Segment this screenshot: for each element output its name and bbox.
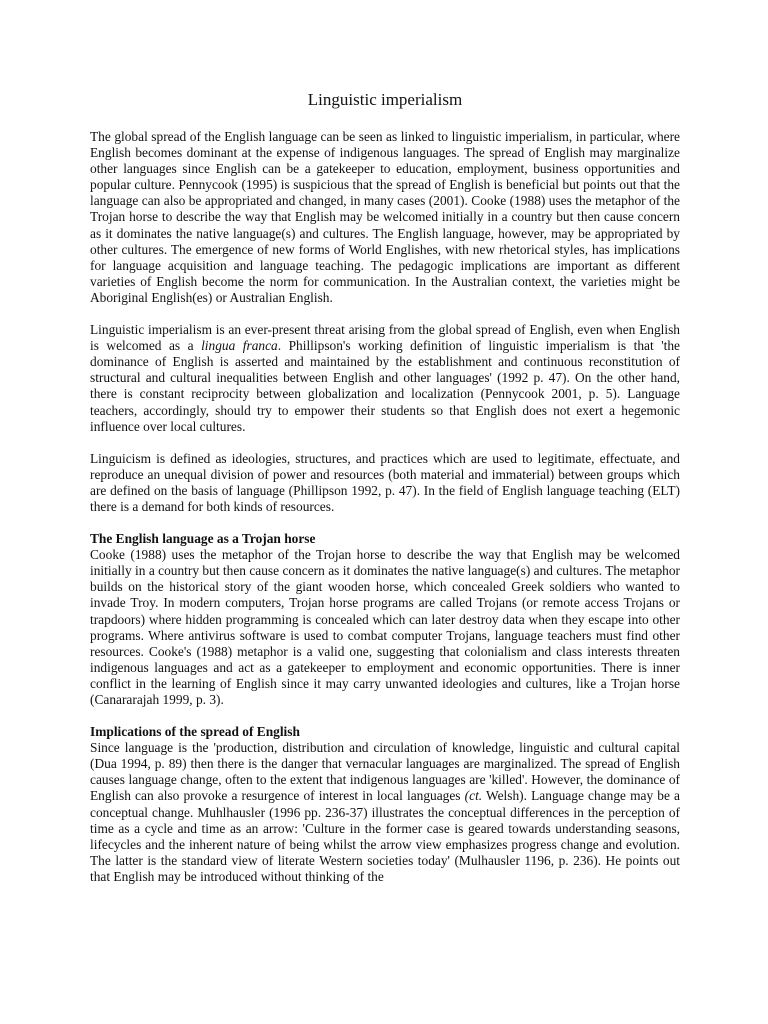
section-heading-implications: Implications of the spread of English [90, 724, 300, 740]
section-trojan-horse [90, 531, 680, 708]
section-body-implications-italic: (ct. [464, 788, 483, 804]
document-title: Linguistic imperialism [307, 90, 463, 109]
paragraph-1: The global spread of the English language can be seen as linked to linguistic imperialism, in particular, where English becomes dominant at the expense of indigenous languages. The spread of English may marginalize other languages since English can be a gatekeeper to education, employment, business opportunities and popular culture. Pennycook (1995) is suspicious that the spread of English is beneficial but points out that the language can also be appropriated and changed, in many cases (2001). Cooke (1988) uses the metaphor of the Trojan horse to describe the way that English may be welcomed initially in a country but then cause concern as it dominates the native language(s) and cultures. The English language, however, may be appropriated by other cultures. The emergence of new forms of World Englishes, with new rhetorical styles, has implications for language acquisition and language teaching. The pedagogic implications are important as different varieties of English become the norm for communication. In the Australian context, the varieties might be Aboriginal English(es) or Australian English. [90, 129, 680, 305]
section-body-trojan-horse: Cooke (1988) uses the metaphor of the Trojan horse to describe the way that English may be welcomed initially in a country but then cause concern as it dominates the native language(s) and cultures. The metaphor builds on the historical story of the giant wooden horse, which concealed Greek soldiers who wanted to invade Troy. In modern computers, Trojan horse programs are called Trojans (or remote access Trojans or trapdoors) where hidden programming is concealed which can later destroy data when they escape into other programs. Where antivirus software is used to combat computer Trojans, language teachers must find other resources. Cooke's (1988) metaphor is a valid one, suggesting that colonialism and class interests threaten indigenous languages and act as a gatekeeper to employment and economic opportunities. There is inner conflict in the learning of English since it may carry unwanted ideologies and cultures, like a Trojan horse (Canararajah 1999, p. 3). [90, 547, 680, 707]
section-body-implications-start: Since language is the 'production, distribution and circulation of knowledge, linguistic and cultural capital (Dua 1994, p. 89) then there is the danger that vernacular languages are marginalized. The spread of English causes language change, often to the extent that indigenous languages are 'killed'. However, the dominance of English can also provoke a resurgence of interest in local languages [90, 740, 680, 804]
document-page [90, 90, 680, 901]
section-implications [90, 724, 680, 885]
section-heading-trojan-horse: The English language as a Trojan horse [90, 531, 316, 547]
section-body-implications-end: Welsh). Language change may be a conceptual change. Muhlhausler (1996 pp. 236-37) illustrates the conceptual differences in the perception of time as a cycle and time as an arrow: 'Culture in the former case is geared towards understanding seasons, lifecycles and the inherent nature of being whilst the arrow view emphasizes progress change and evolution. The latter is the standard view of literate Western societies today' (Mulhausler 1196, p. 236). He points out that English may be introduced without thinking of the [90, 788, 681, 884]
paragraph-2-text-start: Linguistic imperialism is an ever-present threat arising from the global spread of English, even when English is welcomed as a [90, 322, 680, 354]
section-body-implications [90, 740, 680, 885]
paragraph-2 [90, 322, 680, 435]
paragraph-3: Linguicism is defined as ideologies, structures, and practices which are used to legitimate, effectuate, and reproduce an unequal division of power and resources (both material and immaterial) between groups which are defined on the basis of language (Phillipson 1992, p. 47). In the field of English language teaching (ELT) there is a demand for both kinds of resources. [90, 450, 680, 514]
paragraph-2-italic-term: lingua franca [201, 338, 278, 354]
paragraph-2-text-end: . Phillipson's working definition of linguistic imperialism is that 'the dominance of English is asserted and maintained by the establishment and continuous reconstitution of structural and cultural inequalities between English and other languages' (1992 p. 47). On the other hand, there is constant reciprocity between globalization and localization (Pennycook 2001, p. 5). Language teachers, accordingly, should try to empower their students so that English does not exert a hegemonic influence over local cultures. [90, 338, 680, 434]
